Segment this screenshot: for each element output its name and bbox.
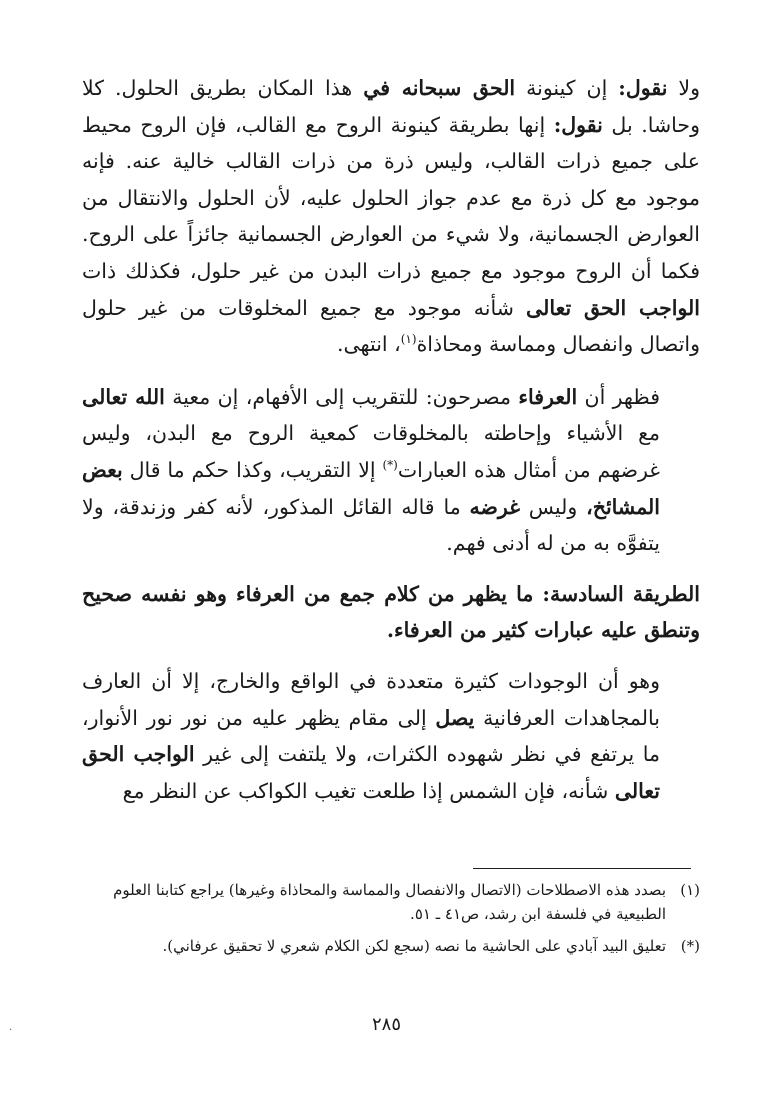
bold-text-run: الله تعالى	[82, 384, 165, 409]
paragraph-2	[82, 379, 700, 562]
margin-mark: .	[9, 1022, 13, 1033]
bold-text-run: الطريقة السادسة: ما يظهر من كلام جمع من العرفاء وهو نفسه صحيح وتنطق عليه عبارات كثير من العرفاء.	[82, 581, 700, 643]
text-run: فظهر أن	[577, 384, 660, 409]
text-run: ، انتهى.	[336, 332, 401, 357]
text-run: وليس	[519, 494, 587, 519]
footnote-reference: (*)	[382, 458, 398, 473]
bold-text-run: بعض المشائخ،	[82, 457, 660, 519]
paragraph-4	[82, 663, 700, 809]
footnote-2-text: تعليق البيد آبادي على الحاشية ما نصه (سجع لكن الكلام شعري لا تحقيق عرفاني).	[162, 937, 666, 955]
bold-text-run: الواجب الحق تعالى	[82, 742, 660, 803]
paragraph-3-heading	[82, 576, 700, 649]
bold-text-run: نقول:	[553, 112, 603, 137]
paragraph-1	[82, 70, 700, 363]
page-body	[82, 70, 700, 809]
text-run: شأنه موجود مع جميع المخلوقات من غير حلول واتصال وانفصال ومماسة ومحاذاة	[82, 295, 700, 357]
text-run: مصرحون: للتقريب إلى الأفهام، إن معية	[164, 384, 519, 409]
text-run: إلا التقريب، وكذا حكم ما قال	[122, 457, 383, 482]
footnotes	[82, 878, 700, 966]
bold-text-run: يصل	[435, 705, 475, 730]
bold-text-run: الحق سبحانه في	[363, 76, 516, 100]
text-run: إلى مقام يظهر عليه من نور نور الأنوار، ما يرتفع في نظر شهوده الكثرات، ولا يلتفت إلى غير	[82, 705, 660, 767]
footnote-reference: (١)	[400, 332, 417, 347]
text-run: ما قاله القائل المذكور، لأنه كفر وزندقة، ولا يتفوَّه به من له أدنى فهم.	[82, 494, 660, 556]
page-number: ٢٨٥	[371, 1014, 401, 1035]
bold-text-run: الواجب الحق تعالى	[526, 295, 700, 320]
text-run: وهو أن الوجودات كثيرة متعددة في الواقع والخارج، إلا أن العارف بالمجاهدات العرفانية	[82, 668, 660, 730]
footnote-separator	[473, 868, 691, 869]
bold-text-run: غرضه	[469, 494, 520, 519]
text-run: هذا المكان بطريق الحلول. كلا وحاشا. بل	[82, 76, 700, 137]
footnote-1	[82, 878, 700, 926]
text-run: إنها بطريقة كينونة الروح مع القالب، فإن الروح محيط على جميع ذرات القالب، وليس ذرة من ذرات القالب خالية عنه. فإنه موجود مع كل ذرة مع عدم جواز الحلول عليه، لأن الحلول والانتقال من العوارض الجسمانية، ولا شيء من العوارض الجسمانية جائزاً على الروح. فكما أن الروح موجود مع جميع ذرات البدن من غير حلول، فكذلك ذات	[82, 112, 700, 283]
bold-text-run: العرفاء	[518, 384, 578, 409]
text-run: مع الأشياء وإحاطته بالمخلوقات كمعية الروح مع البدن، وليس غرضهم من أمثال هذه العبارات	[82, 421, 661, 482]
text-run: ولا	[667, 76, 701, 100]
footnote-2-mark: (*)	[680, 937, 700, 955]
footnote-1-text: بصدد هذه الاصطلاحات (الاتصال والانفصال والمماسة والمحاذاة وغيرها) يراجع كتابنا العلوم الطبيعية في فلسفة ابن رشد، ص٤١ ـ ٥١.	[113, 881, 666, 923]
bold-text-run: نقول:	[618, 76, 668, 100]
footnote-1-mark: (١)	[680, 881, 700, 899]
text-run: إن كينونة	[515, 76, 619, 100]
footnote-2	[82, 934, 700, 958]
text-run: شأنه، فإن الشمس إذا طلعت تغيب الكواكب عن النظر مع	[122, 778, 615, 803]
